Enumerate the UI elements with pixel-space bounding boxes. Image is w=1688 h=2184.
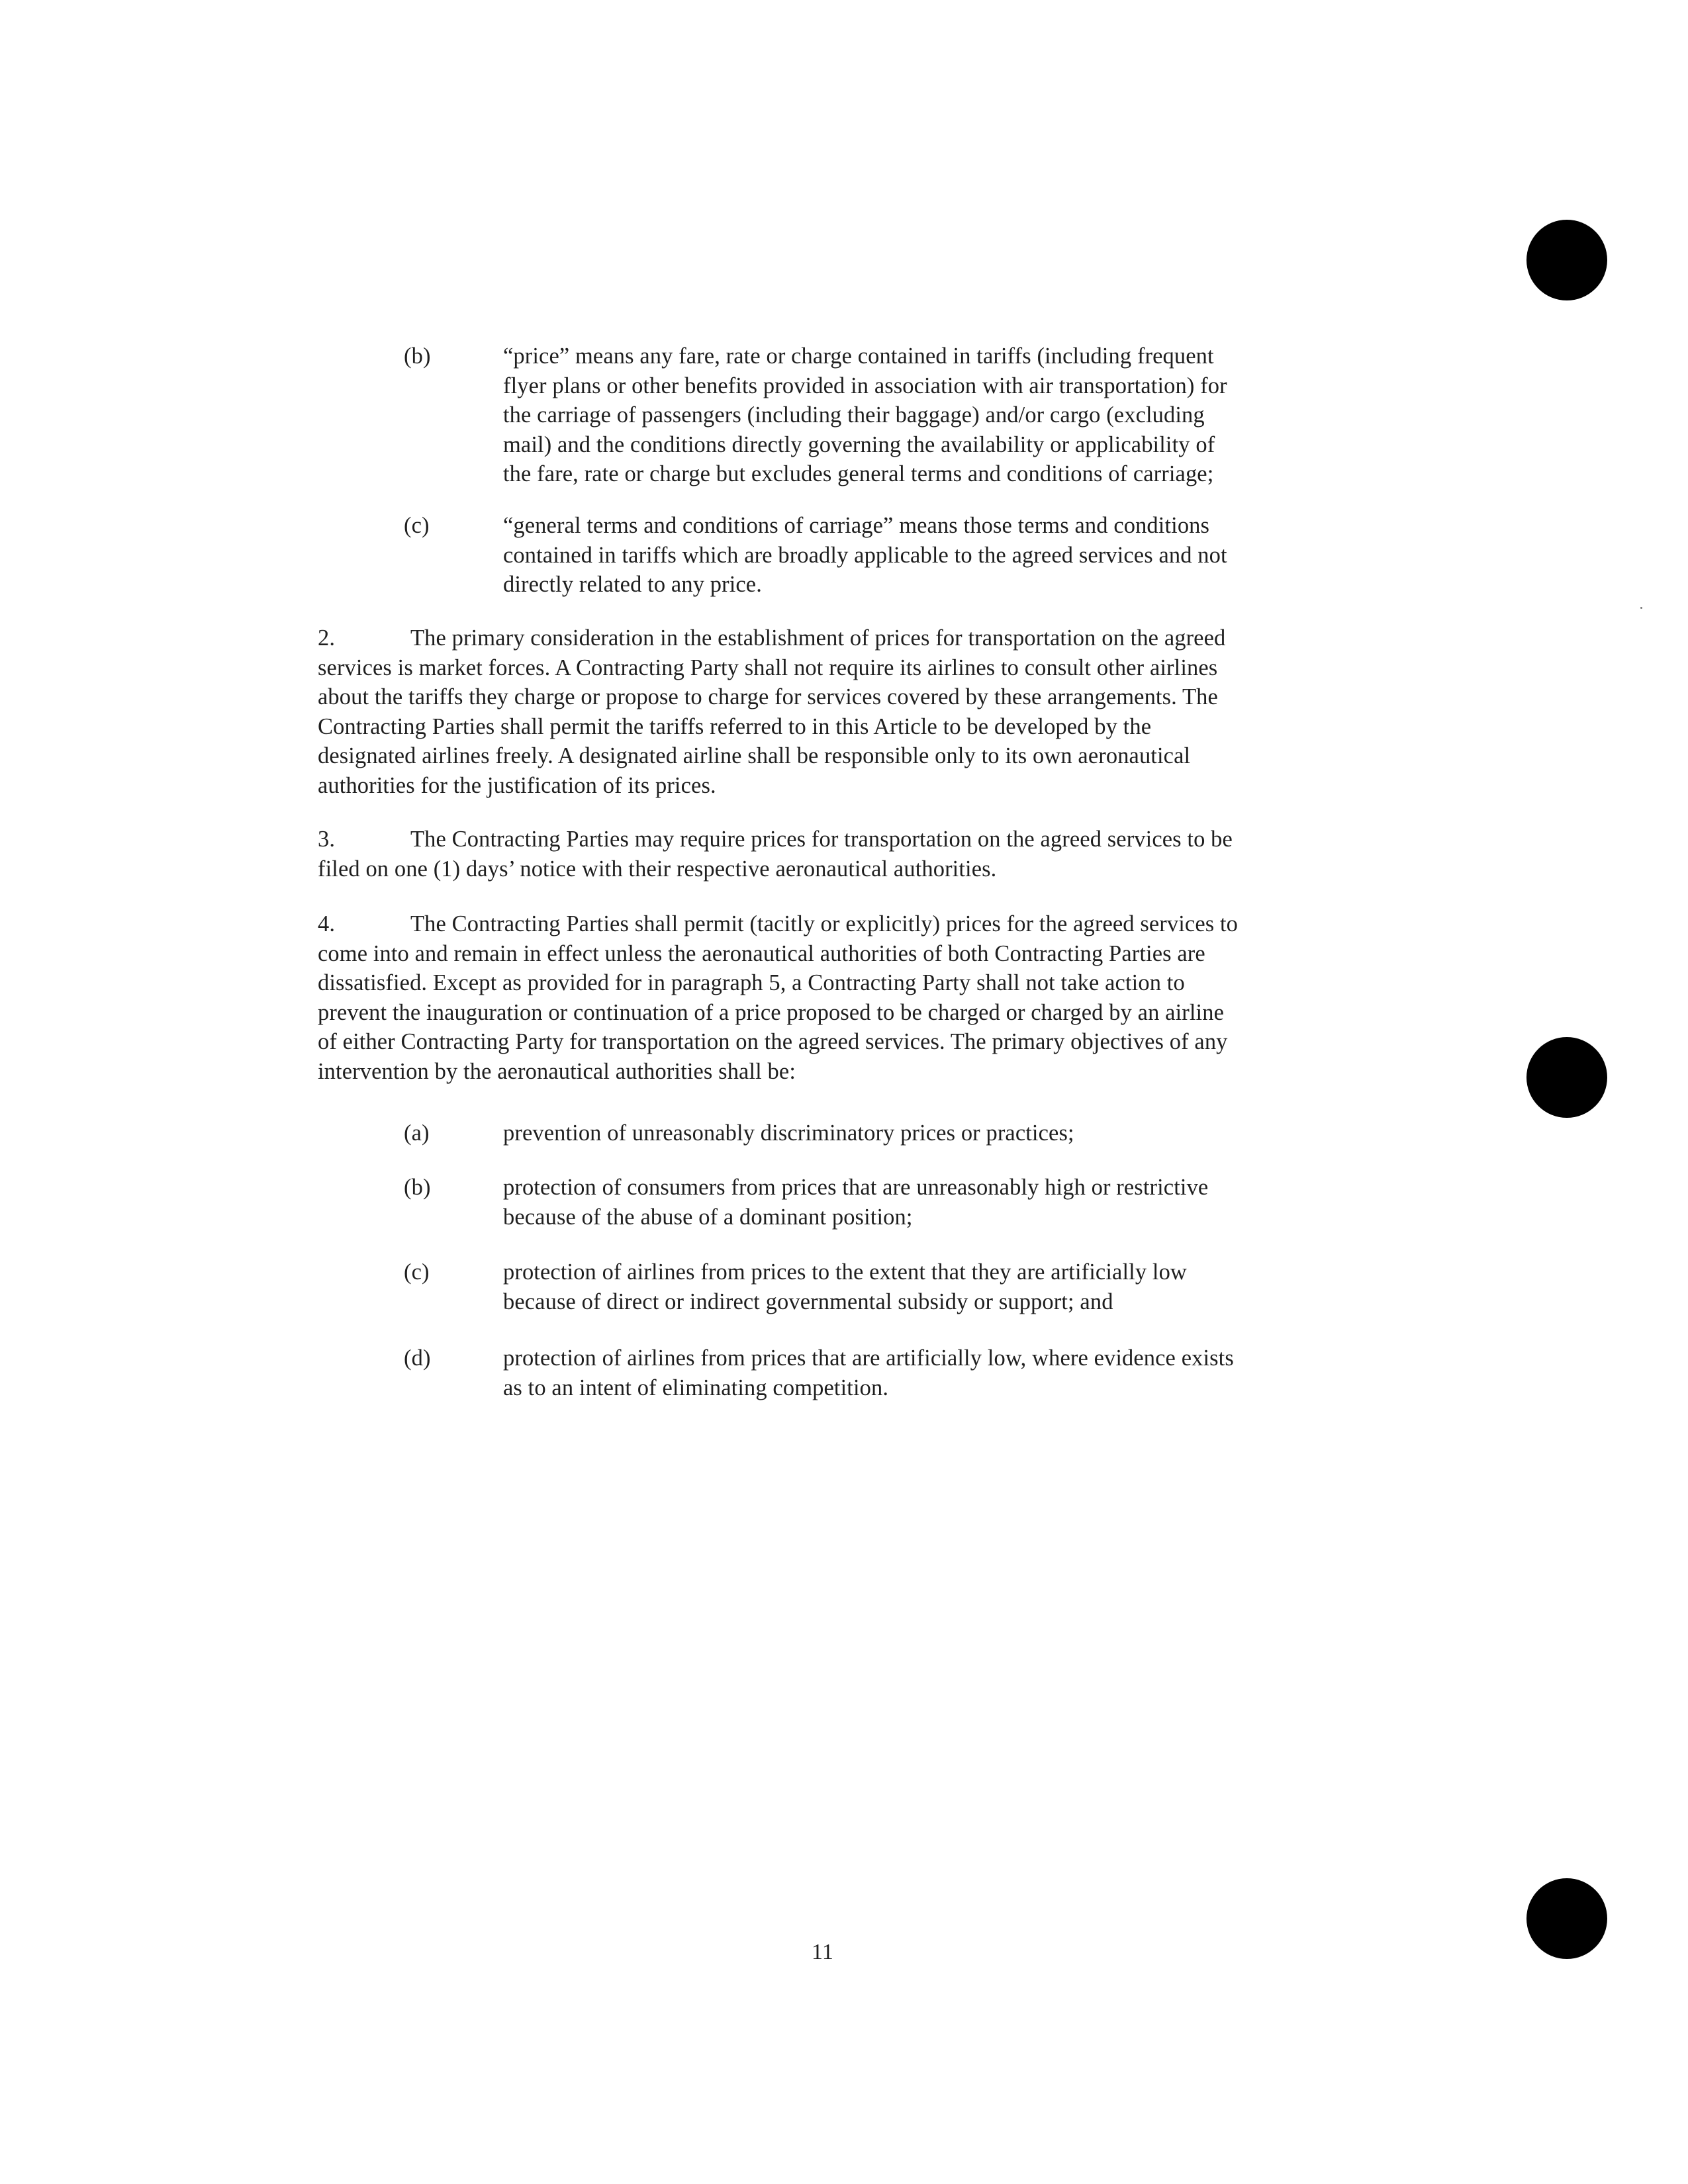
text-line: the fare, rate or charge but excludes general terms and conditions of carriage; (503, 461, 1214, 486)
text-line: “price” means any fare, rate or charge contained in tariffs (including frequent (503, 343, 1214, 369)
text-line: services is market forces. A Contracting Party shall not require its airlines to consult other airlines (318, 655, 1218, 680)
text-line: come into and remain in effect unless the aeronautical authorities of both Contracting Parties are (318, 940, 1205, 966)
text-line: protection of airlines from prices to the extent that they are artificially low (503, 1259, 1187, 1285)
objective-marker: (a) (404, 1120, 430, 1146)
definition-marker: (b) (404, 343, 431, 369)
text-line: protection of airlines from prices that are artificially low, where evidence exists (503, 1345, 1234, 1371)
text-line: prevention of unreasonably discriminatory prices or practices; (503, 1120, 1074, 1146)
text-line: designated airlines freely. A designated airline shall be responsible only to its own aeronautical (318, 743, 1191, 768)
text-line: 2. The primary consideration in the establishment of prices for transportation on the agreed (318, 623, 1337, 653)
objective-marker: (d) (404, 1345, 431, 1371)
text-line: prevent the inauguration or continuation of a price proposed to be charged or charged by an airline (318, 999, 1224, 1025)
text-line: because of direct or indirect governmental subsidy or support; and (503, 1289, 1113, 1314)
paragraph-number: 3. (318, 827, 336, 852)
text-line: flyer plans or other benefits provided in association with air transportation) for (503, 373, 1227, 398)
text-line: Contracting Parties shall permit the tariffs referred to in this Article to be developed by the (318, 713, 1152, 739)
objective-text (503, 1173, 1364, 1232)
numbered-paragraph (318, 909, 1337, 1086)
page-number: 11 (812, 1940, 833, 1964)
objective-text (503, 1257, 1364, 1316)
text-line: directly related to any price. (503, 572, 762, 597)
text-line: intervention by the aeronautical authorities shall be: (318, 1058, 796, 1084)
objective-marker: (b) (404, 1175, 431, 1200)
objective-text (503, 1118, 1364, 1148)
text-line: mail) and the conditions directly governing the availability or applicability of (503, 432, 1215, 457)
text-line: authorities for the justification of its prices. (318, 772, 716, 798)
definition-marker: (c) (404, 513, 430, 538)
objective-marker: (c) (404, 1259, 430, 1285)
numbered-paragraph (318, 825, 1337, 884)
definition-text (503, 341, 1364, 489)
text-line: as to an intent of eliminating competition. (503, 1375, 889, 1400)
punch-hole-bottom (1526, 1878, 1607, 1959)
text-line: contained in tariffs which are broadly applicable to the agreed services and not (503, 542, 1227, 568)
text-line: filed on one (1) days’ notice with their respective aeronautical authorities. (318, 856, 997, 882)
text-line: of either Contracting Party for transportation on the agreed services. The primary objectives of any (318, 1029, 1228, 1054)
paragraph-number: 4. (318, 911, 336, 936)
text-line: 4. The Contracting Parties shall permit (tacitly or explicitly) prices for the agreed services to (318, 909, 1337, 939)
text-line: about the tariffs they charge or propose to charge for services covered by these arrangements. The (318, 684, 1218, 709)
objective-text (503, 1343, 1364, 1402)
definition-text (503, 511, 1364, 600)
punch-hole-top (1526, 220, 1607, 300)
text-line: “general terms and conditions of carriage” means those terms and conditions (503, 513, 1210, 538)
text-line: because of the abuse of a dominant position; (503, 1204, 913, 1230)
punch-hole-middle (1526, 1037, 1607, 1118)
text-line: protection of consumers from prices that are unreasonably high or restrictive (503, 1175, 1209, 1200)
text-line: 3. The Contracting Parties may require prices for transportation on the agreed services to be (318, 825, 1337, 854)
scan-speck (1640, 607, 1642, 609)
numbered-paragraph (318, 623, 1337, 800)
text-line: dissatisfied. Except as provided for in paragraph 5, a Contracting Party shall not take action to (318, 970, 1185, 995)
text-line: the carriage of passengers (including their baggage) and/or cargo (excluding (503, 402, 1205, 428)
paragraph-number: 2. (318, 625, 336, 651)
